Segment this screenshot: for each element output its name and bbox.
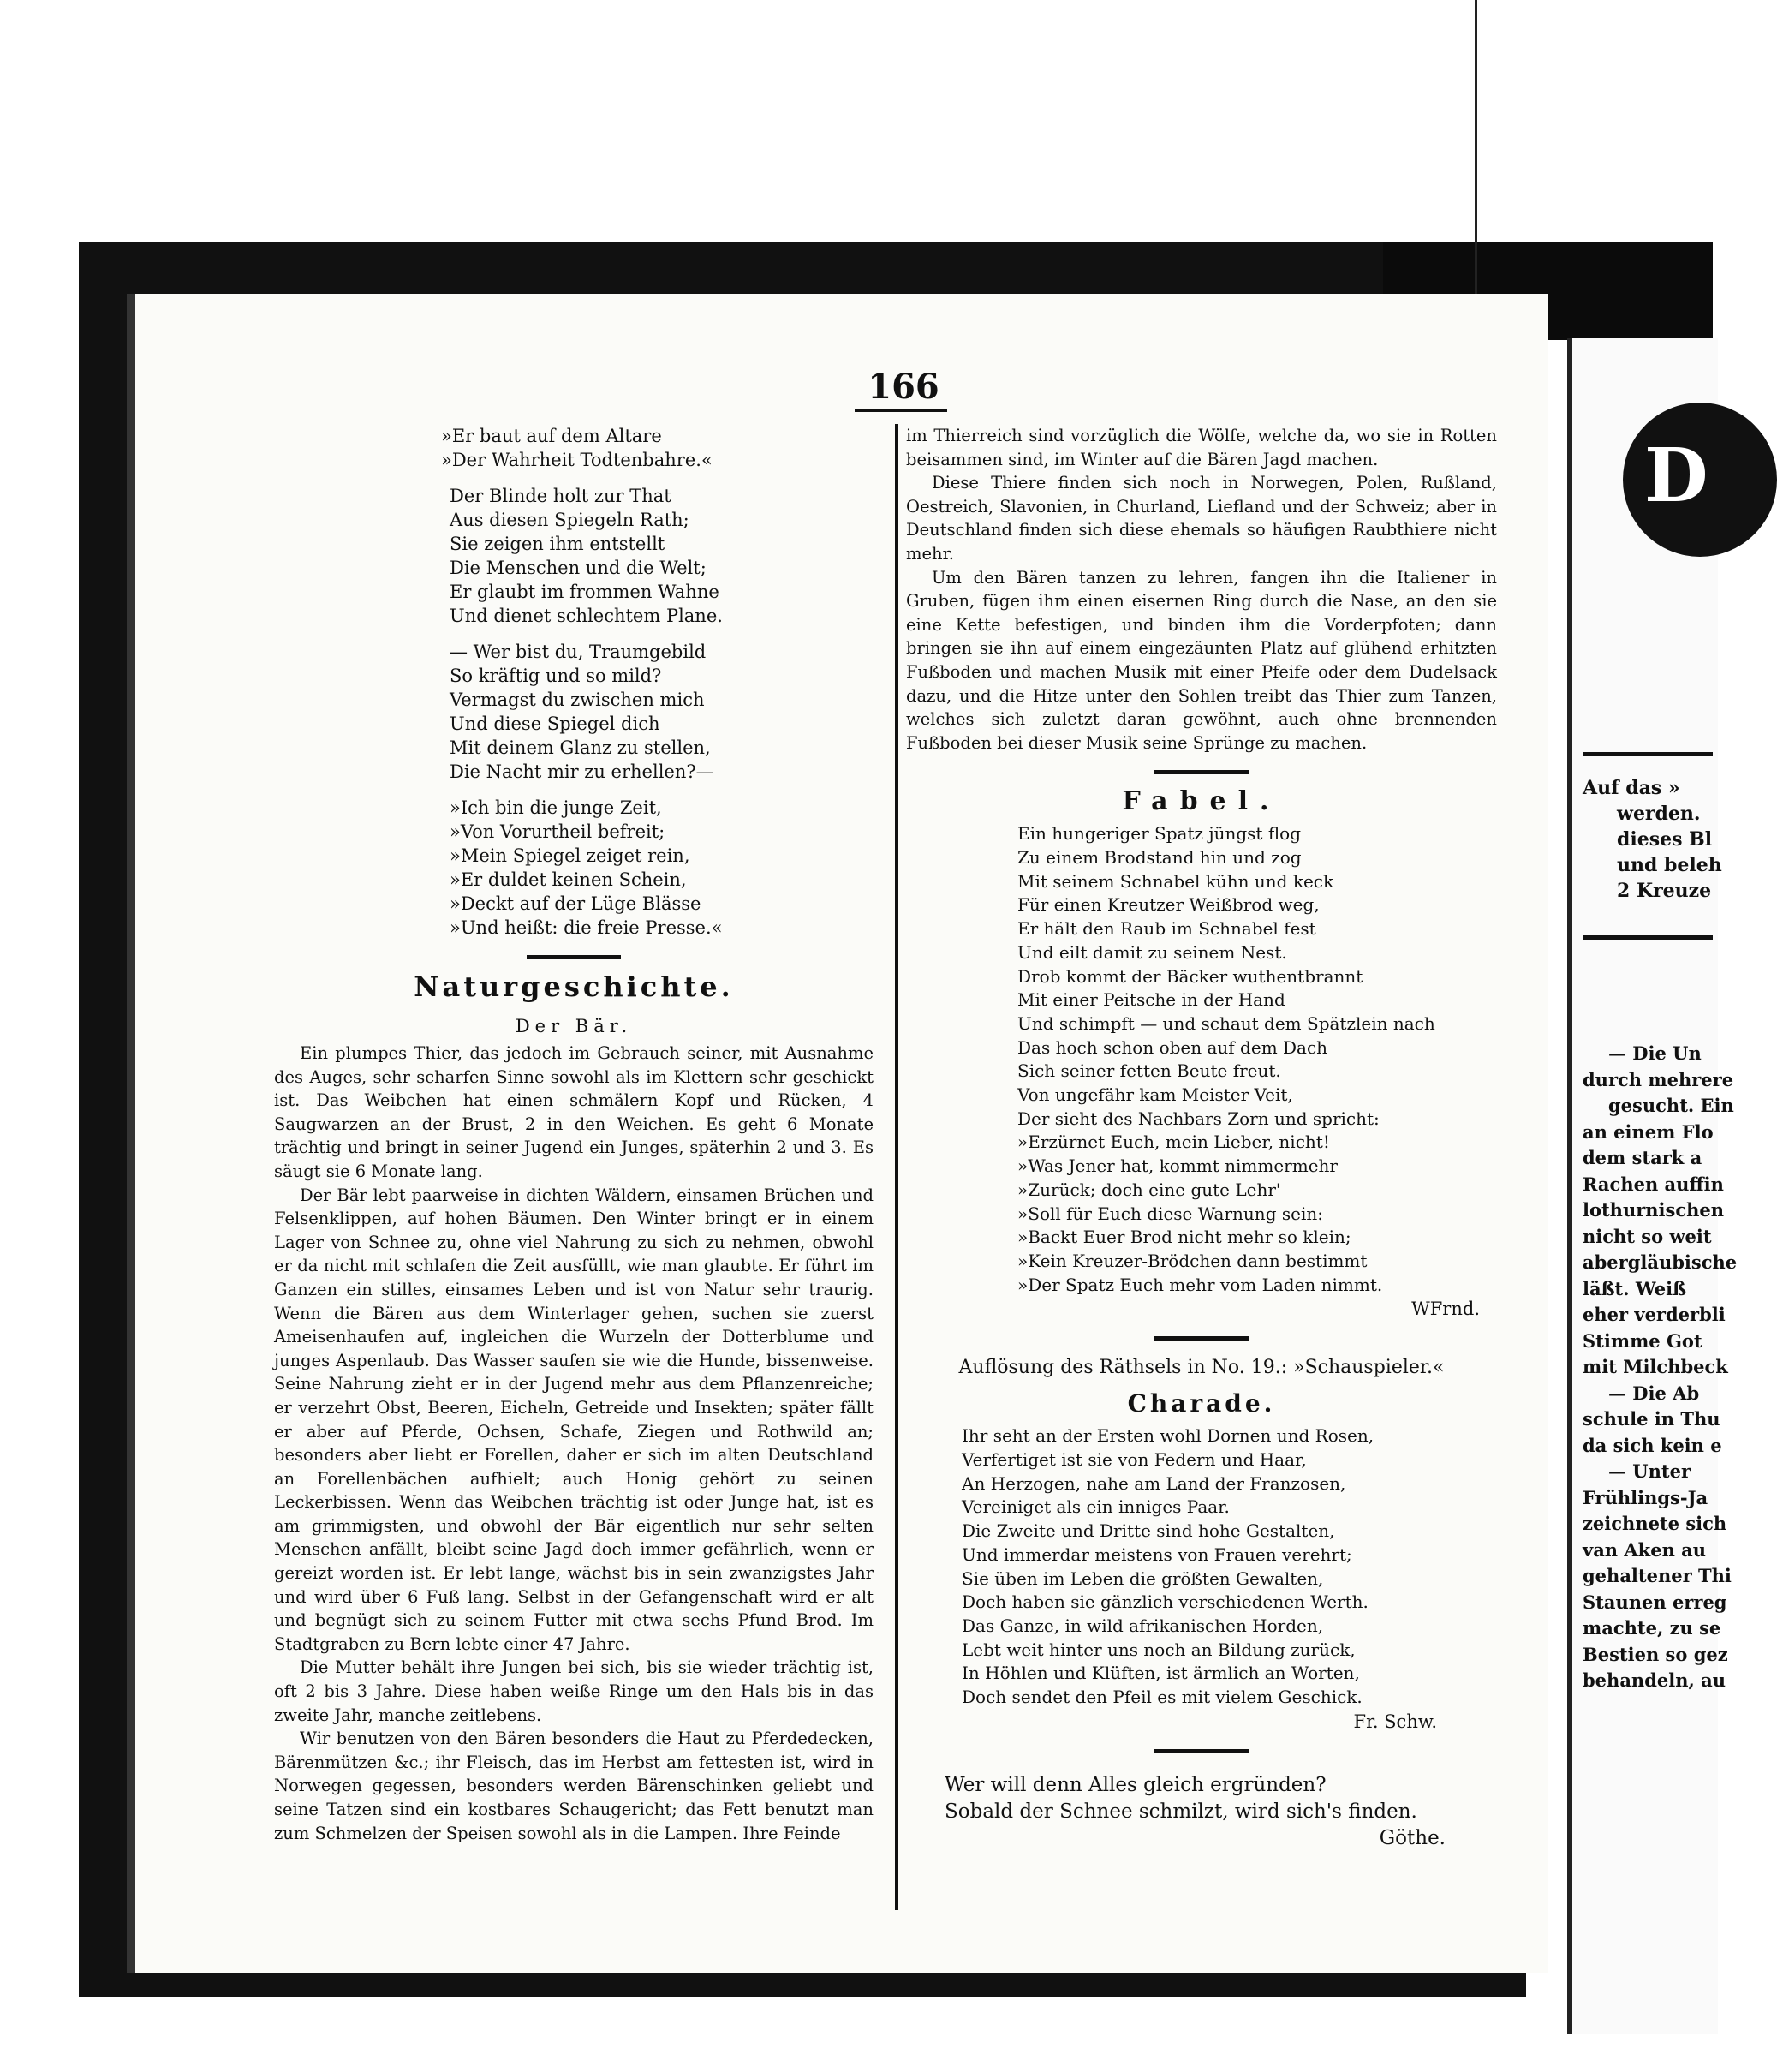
poem-line: »Ich bin die junge Zeit, <box>450 797 662 818</box>
poem-line: So kräftig und so mild? <box>450 666 662 686</box>
text-line: machte, zu se <box>1583 1617 1721 1639</box>
poem-line: Die Nacht mir zu erhellen?— <box>450 761 714 782</box>
text-line: behandeln, au <box>1583 1669 1726 1691</box>
charade-poem <box>906 1424 1497 1709</box>
fable-poem <box>906 822 1497 1297</box>
poem-line: Und immerdar meistens von Frauen verehrt; <box>962 1544 1352 1565</box>
poem-line: Und eilt damit zu seinem Nest. <box>1017 941 1287 963</box>
text-line: — Unter <box>1608 1460 1691 1482</box>
masthead-logo-letter: D <box>1644 433 1708 519</box>
poem-line: »Erzürnet Euch, mein Lieber, nicht! <box>1017 1132 1330 1153</box>
text-line: gesucht. Ein <box>1608 1095 1734 1116</box>
poem-line: Mit seinem Schnabel kühn und keck <box>1017 870 1334 892</box>
text-line: Bestien so gez <box>1583 1643 1728 1665</box>
poem-line: »Mein Spiegel zeiget rein, <box>450 845 690 866</box>
text-line: läßt. Weiß <box>1583 1277 1687 1299</box>
poem-line: Er glaubt im frommen Wahne <box>450 582 719 602</box>
left-column <box>274 424 874 1845</box>
poem-line: Der Blinde holt zur That <box>450 486 671 506</box>
poem-line: Vereiniget als ein inniges Paar. <box>962 1496 1230 1518</box>
poem-line: Lebt weit hinter uns noch an Bildung zurück, <box>962 1639 1356 1660</box>
text-line: mit Milchbeck <box>1583 1356 1728 1377</box>
text-line: Stimme Got <box>1583 1329 1702 1352</box>
poem-line: Das Ganze, in wild afrikanischen Horden, <box>962 1615 1324 1636</box>
poem-line: »Soll für Euch diese Warnung sein: <box>1017 1203 1323 1224</box>
text-line: und beleh <box>1617 854 1722 876</box>
paragraph: Ein plumpes Thier, das jedoch im Gebrauch seiner, mit Ausnahme des Auges, sehr scharfen Sinne sowohl als im Klettern sehr geschickt ist. Das Weibchen hat einen schmälern Kopf und Rücken, 4 Saugwarzen an der Brust, 2 in den Weichen. Es geht 6 Monate trächtig und bringt in seiner Jugend ein Junges, späterhin 2 und 3. Es säugt sie 6 Monate lang. <box>274 1043 874 1181</box>
paragraph: Wir benutzen von den Bären besonders die Haut zu Pferdedecken, Bärenmützen &c.; ihr Fleisch, das im Herbst am fettesten ist, wird in Norwegen gegessen, besonders werden Bärenschinken geliebt und seine Tatzen sind ein kostbares Schaugericht; das Fett benutzt man zum Schmelzen der Speisen sowohl als in die Lampen. Ihre Feinde <box>274 1729 874 1843</box>
section-rule <box>527 955 621 959</box>
poem-intro <box>441 424 874 472</box>
poem-line: »Was Jener hat, kommt nimmermehr <box>1017 1155 1338 1177</box>
text-line: — Die Un <box>1608 1042 1702 1064</box>
text-line: gehaltener Thi <box>1583 1565 1732 1586</box>
page-number-underline <box>855 409 947 412</box>
facing-text-block <box>1583 1041 1737 1694</box>
poem-line: »Kein Kreuzer-Brödchen dann bestimmt <box>1017 1250 1368 1271</box>
section-heading: Naturgeschichte. <box>414 970 734 1003</box>
poem-line: Und dienet schlechtem Plane. <box>450 606 723 626</box>
text-line: dieses Bl <box>1617 828 1713 851</box>
poem-line: »Er duldet keinen Schein, <box>450 869 687 890</box>
poem-line: »Er baut auf dem Altare <box>441 426 662 446</box>
poem-line: Die Zweite und Dritte sind hohe Gestalten, <box>962 1520 1335 1542</box>
poem-line: Zu einem Brodstand hin und zog <box>1017 847 1302 869</box>
section-rule <box>1154 1749 1249 1753</box>
quote-line: Wer will denn Alles gleich ergründen? <box>945 1773 1327 1796</box>
text-line: Staunen erreg <box>1583 1591 1727 1613</box>
poem-line: »Backt Euer Brod nicht mehr so klein; <box>1017 1227 1351 1248</box>
page-number: 166 <box>868 367 939 407</box>
closing-quote <box>906 1772 1497 1852</box>
text-line: durch mehrere <box>1583 1068 1734 1090</box>
poem-line: »Der Spatz Euch mehr vom Laden nimmt. <box>1017 1274 1383 1295</box>
poem-line: Ein hungeriger Spatz jüngst flog <box>1017 823 1301 845</box>
poem-line: Vermagst du zwischen mich <box>450 690 705 710</box>
poem-line: Für einen Kreutzer Weißbrod weg, <box>1017 894 1320 916</box>
facing-rule <box>1583 935 1713 940</box>
riddle-answer: Auflösung des Räthsels in No. 19.: »Schauspieler.« <box>958 1357 1445 1379</box>
middle-column <box>906 424 1497 1852</box>
poem-line: Mit deinem Glanz zu stellen, <box>450 737 711 758</box>
column-divider <box>895 424 898 1910</box>
text-line: da sich kein e <box>1583 1434 1722 1456</box>
poem-line: Doch haben sie gänzlich verschiedenen Werth. <box>962 1591 1369 1613</box>
text-line: abergläubische <box>1583 1251 1738 1273</box>
poem-line: »Zurück; doch eine gute Lehr' <box>1017 1179 1281 1200</box>
fable-heading: Fabel. <box>1122 786 1281 817</box>
poem-stanza <box>441 796 874 940</box>
text-line: van Aken au <box>1583 1538 1707 1561</box>
text-line: werden. <box>1617 803 1701 825</box>
text-line: — Die Ab <box>1608 1382 1700 1404</box>
text-line: dem stark a <box>1583 1147 1702 1168</box>
paragraph: im Thierreich sind vorzüglich die Wölfe, welche da, wo sie in Rotten beisammen sind, im Winter auf die Bären Jagd machen. <box>906 426 1497 469</box>
article-continuation <box>906 424 1497 755</box>
charade-signature: Fr. Schw. <box>1353 1711 1437 1732</box>
article-body <box>274 1042 874 1845</box>
poem-line: Drob kommt der Bäcker wuthentbrannt <box>1017 965 1363 987</box>
poem-line: Die Menschen und die Welt; <box>450 558 707 578</box>
quote-line: Sobald der Schnee schmilzt, wird sich's finden. <box>945 1800 1417 1823</box>
poem-line: Der sieht des Nachbars Zorn und spricht: <box>1017 1108 1380 1129</box>
text-line: 2 Kreuze <box>1617 880 1712 902</box>
paragraph: Diese Thiere finden sich noch in Norwegen, Polen, Rußland, Oestreich, Slavonien, in Churland, Liefland und der Schweiz; aber in Deutschland finden sich diese ehemals so häufigen Raubthiere nicht mehr. <box>906 473 1497 564</box>
poem-line: Er hält den Raub im Schnabel fest <box>1017 918 1316 940</box>
poem-line: »Von Vorurtheil befreit; <box>450 821 665 842</box>
text-line: schule in Thu <box>1583 1408 1720 1430</box>
poem-line: Sie zeigen ihm entstellt <box>450 534 665 554</box>
facing-rule <box>1583 752 1713 756</box>
charade-heading: Charade. <box>1127 1389 1276 1418</box>
paragraph: Die Mutter behält ihre Jungen bei sich, bis sie wieder trächtig ist, oft 2 bis 3 Jahre. Diese haben weiße Ringe um den Hals bis in das zweite Jahr, manche zeitlebens. <box>274 1657 874 1725</box>
text-line: nicht so weit <box>1583 1225 1712 1247</box>
poem-line: Und schimpft — und schaut dem Spätzlein nach <box>1017 1012 1435 1034</box>
text-line: lothurnischen <box>1583 1199 1725 1221</box>
poem-line: Das hoch schon oben auf dem Dach <box>1017 1036 1328 1058</box>
section-rule <box>1154 770 1249 774</box>
poem-stanza <box>441 484 874 628</box>
poem-line: Verfertiget ist sie von Federn und Haar, <box>962 1449 1307 1471</box>
poem-line: Sich seiner fetten Beute freut. <box>1017 1060 1281 1082</box>
poem-line: »Deckt auf der Lüge Blässe <box>450 893 701 914</box>
poem-line: Ihr seht an der Ersten wohl Dornen und Rosen, <box>962 1425 1374 1447</box>
section-rule <box>1154 1336 1249 1341</box>
text-line: eher verderbli <box>1583 1304 1726 1325</box>
poem-line: — Wer bist du, Traumgebild <box>450 642 707 662</box>
article-title: Der Bär. <box>515 1016 633 1036</box>
paragraph: Der Bär lebt paarweise in dichten Wäldern, einsamen Brüchen und Felsenklippen, auf hohen Bäumen. Den Winter bringt er in einem Lager von Schnee zu, ohne viel Nahrung zu sich zu nehmen, obwohl er da nicht mit schlafen die Zeit ausfüllt, wie man glaubte. Er führt im Ganzen ein stilles, einsames Leben und ist von Natur sehr traurig. Wenn die Bären aus dem Winterlager gehen, suchen sie zuerst Ameisenhaufen auf, ingleichen die Wurzeln der Dotterblume und junges Aspenlaub. Das Wasser saufen sie wie die Hunde, bissenweise. Seine Nahrung zieht er in der Jugend mehr aus dem Pflanzenreiche; er verzehrt Obst, Beeren, Eicheln, Getreide und Insekten; später fällt er aber auf Pferde, Ochsen, Schafe, Ziegen und Rothwild an; besonders aber liebt er Forellen, daher er sich im alten Deutschland an Forellenbächen aufhielt; auch Honig gehört zu seinen Leckerbissen. Wenn das Weibchen trächtig ist oder Junge hat, ist es am grimmigsten, und obwohl der Bär eigentlich nur sehr selten Menschen anfällt, bleibt seine Jagd doch immer gefährlich, wenn er gereizt worden ist. Er lebt lange, wächst bis in sein zwanzigstes Jahr und wird über 6 Fuß lang. Selbst in der Gefangenschaft wird er alt und begnügt sich zu seinem Futter mit etwa sechs Pfund Brod. Im Stadtgraben zu Bern lebte einer 47 Jahre. <box>274 1185 874 1654</box>
poem-line: In Höhlen und Klüften, ist ärmlich an Worten, <box>962 1663 1360 1684</box>
poem-line: Mit einer Peitsche in der Hand <box>1017 989 1285 1011</box>
fable-signature: WFrnd. <box>1411 1299 1480 1320</box>
quote-author: Göthe. <box>1379 1826 1446 1849</box>
poem-stanza <box>441 640 874 784</box>
facing-text-block <box>1583 775 1722 904</box>
text-line: an einem Flo <box>1583 1120 1714 1143</box>
text-line: Auf das » <box>1583 777 1680 799</box>
paragraph: Um den Bären tanzen zu lehren, fangen ihn die Italiener in Gruben, fügen ihm einen eisernen Ring durch die Nase, an den sie eine Kette befestigen, und binden ihm die Vorderpfoten; dann bringen sie ihn auf einem eingezäunten Platz auf glühend erhitzten Fußboden und machen Musik mit einer Pfeife oder dem Dudelsack dazu, und die Hitze unter den Sohlen treibt das Thier zum Tanzen, welches sich zuletzt daran gewöhnt, auch ohne brennenden Fußboden bei dieser Musik seine Sprünge zu machen. <box>906 567 1497 753</box>
text-line: Rachen auffin <box>1583 1173 1724 1195</box>
text-line: zeichnete sich <box>1583 1513 1727 1534</box>
poem-line: An Herzogen, nahe am Land der Franzosen, <box>962 1472 1346 1494</box>
poem-line: Aus diesen Spiegeln Rath; <box>450 510 689 530</box>
poem-line: »Der Wahrheit Todtenbahre.« <box>441 450 713 470</box>
poem-line: Und diese Spiegel dich <box>450 714 660 734</box>
poem <box>274 424 874 940</box>
poem-line: Sie üben im Leben die größten Gewalten, <box>962 1567 1324 1589</box>
poem-line: Von ungefähr kam Meister Veit, <box>1017 1084 1293 1106</box>
text-line: Frühlings-Ja <box>1583 1486 1708 1508</box>
page-edge <box>127 294 135 1973</box>
poem-line: »Und heißt: die freie Presse.« <box>450 917 723 938</box>
poem-line: Doch sendet den Pfeil es mit vielem Geschick. <box>962 1687 1363 1708</box>
